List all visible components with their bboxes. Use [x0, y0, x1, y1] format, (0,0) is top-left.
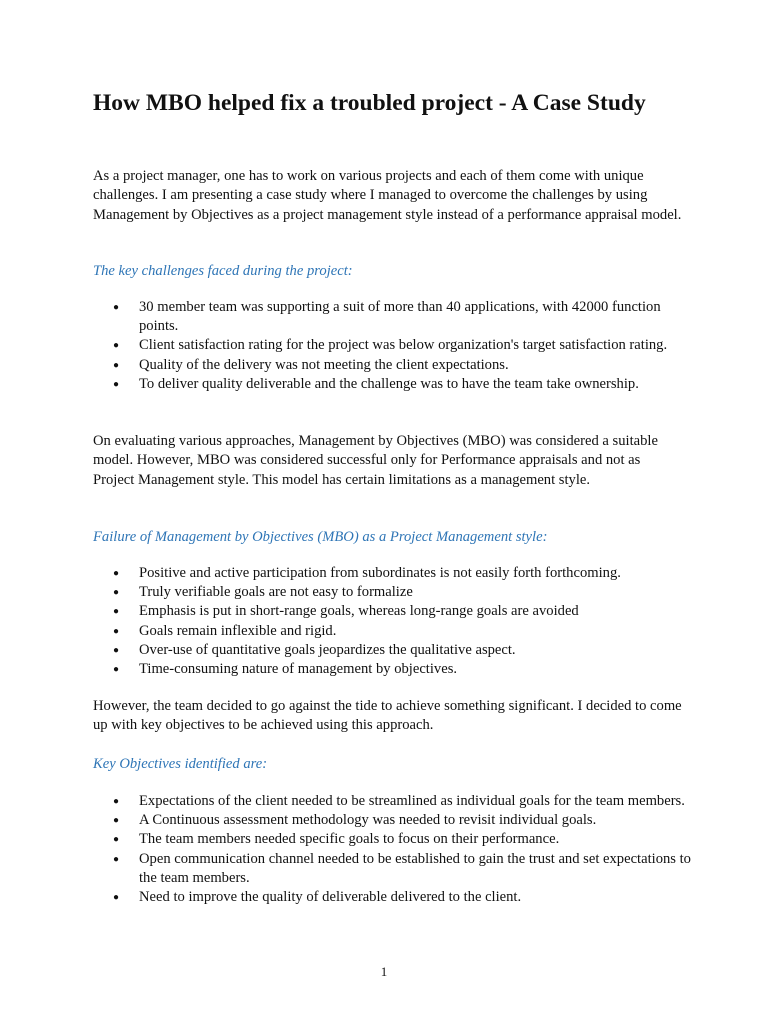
list-item	[93, 660, 693, 679]
list-item	[93, 792, 693, 811]
list-item-text: Expectations of the client needed to be streamlined as individual goals for the team members.	[139, 793, 685, 809]
bullet-icon: ●	[113, 302, 120, 313]
list-item	[93, 336, 693, 355]
list-item	[93, 641, 693, 660]
failure-list	[93, 564, 693, 679]
list-item-text: Need to improve the quality of deliverable delivered to the client.	[139, 889, 522, 906]
list-item	[93, 830, 693, 849]
bullet-icon: ●	[113, 568, 120, 579]
list-item	[93, 602, 693, 621]
list-item-text: A Continuous assessment methodology was needed to revisit individual goals.	[139, 812, 597, 829]
list-item	[93, 622, 693, 641]
list-item-text: Quality of the delivery was not meeting the client expectations.	[139, 356, 509, 373]
list-item-text: 30 member team was supporting a suit of more than 40 applications, with 42000 function points.	[139, 299, 661, 335]
bullet-icon: ●	[113, 796, 120, 807]
evaluation-paragraph: On evaluating various approaches, Management by Objectives (MBO) was considered a suitable model. However, MBO was considered successful only for Performance appraisals and not as Project Management style. This model has certain limitations as a management style.	[93, 433, 658, 488]
bullet-icon: ●	[113, 606, 120, 618]
bullet-icon: ●	[113, 664, 120, 676]
list-item-text: The team members needed specific goals to focus on their performance.	[139, 831, 560, 848]
bullet-icon: ●	[113, 587, 120, 599]
bullet-icon: ●	[113, 644, 120, 656]
challenges-list	[93, 298, 693, 394]
list-item-text: Truly verifiable goals are not easy to formalize	[139, 584, 413, 601]
objectives-list	[93, 792, 693, 907]
list-item	[93, 564, 693, 583]
list-item	[93, 888, 693, 907]
list-item	[93, 811, 693, 830]
bullet-icon: ●	[113, 853, 120, 865]
page-number: 1	[380, 964, 388, 979]
list-item-text: Client satisfaction rating for the project was below organization's target satisfaction rating.	[139, 337, 668, 354]
list-item-text: Open communication channel needed to be established to gain the trust and set expectations to the team members.	[139, 850, 691, 886]
list-item	[93, 356, 693, 375]
bullet-icon: ●	[113, 892, 120, 904]
list-item	[93, 375, 693, 394]
list-item	[93, 298, 693, 336]
bullet-icon: ●	[113, 378, 120, 390]
list-item-text: Over-use of quantitative goals jeopardizes the qualitative aspect.	[139, 641, 516, 658]
bullet-icon: ●	[113, 340, 120, 352]
bullet-icon: ●	[113, 815, 120, 827]
list-item	[93, 583, 693, 602]
intro-paragraph: As a project manager, one has to work on various projects and each of them come with unique challenges. I am presenting a case study where I managed to overcome the challenges by using Management by Objectives as a project management style instead of a performance appraisal model.	[93, 168, 682, 223]
bullet-icon: ●	[113, 625, 120, 637]
list-item-text: To deliver quality deliverable and the challenge was to have the team take ownership.	[139, 375, 639, 392]
document-title: How MBO helped fix a troubled project - A Case Study	[93, 90, 646, 116]
section-heading-challenges: The key challenges faced during the project:	[93, 263, 353, 279]
list-item	[93, 850, 693, 888]
list-item-text: Goals remain inflexible and rigid.	[139, 622, 337, 639]
list-item-text: Emphasis is put in short-range goals, whereas long-range goals are avoided	[139, 603, 579, 620]
section-heading-failure: Failure of Management by Objectives (MBO) as a Project Management style:	[93, 529, 548, 545]
section-heading-objectives: Key Objectives identified are:	[93, 756, 268, 772]
bullet-icon: ●	[113, 359, 120, 371]
bullet-icon: ●	[113, 834, 120, 846]
decision-paragraph: However, the team decided to go against the tide to achieve something significant. I decided to come up with key objectives to be achieved using this approach.	[93, 698, 682, 734]
list-item-text: Time-consuming nature of management by objectives.	[139, 661, 458, 678]
list-item-text: Positive and active participation from subordinates is not easily forth forthcoming.	[139, 565, 621, 581]
